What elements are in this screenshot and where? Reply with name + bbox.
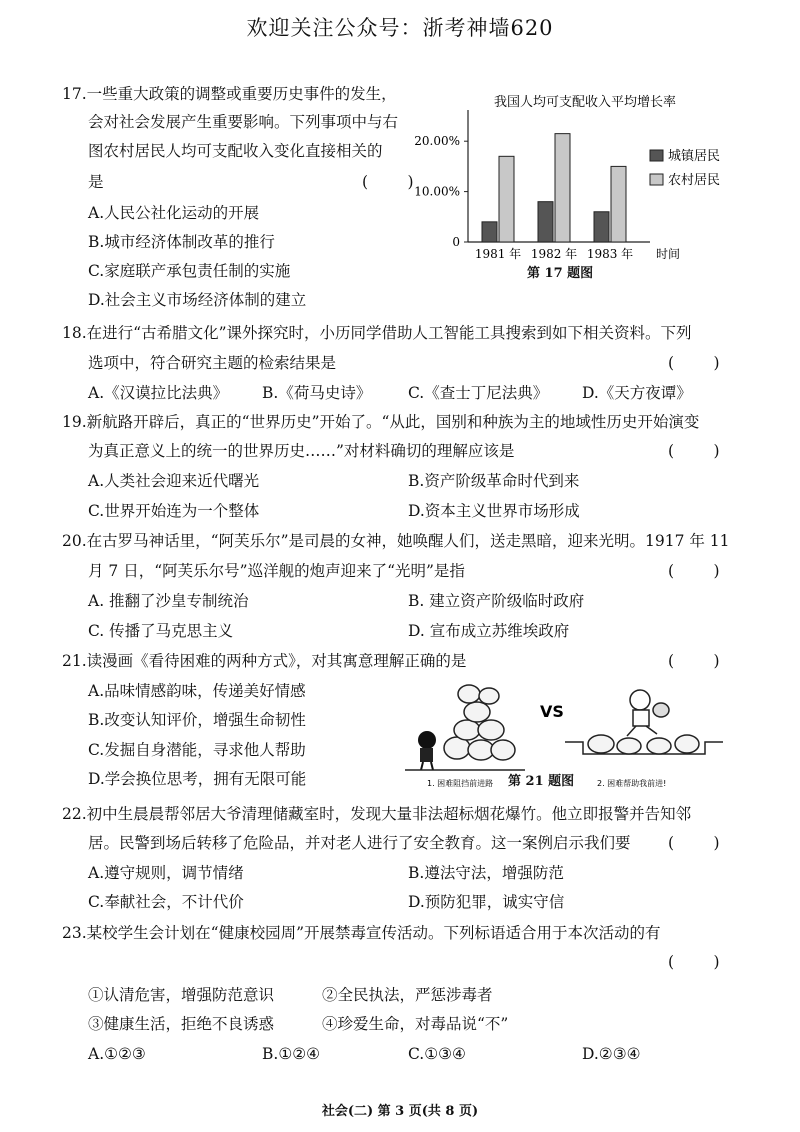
q17-chart	[410, 86, 740, 286]
q18-stem-line2: 选项中，符合研究主题的检索结果是	[88, 354, 337, 372]
q21-figure-caption: 第 21 题图	[508, 774, 575, 789]
q17-stem-line3: 图农村居民人均可支配收入变化直接相关的	[88, 142, 383, 160]
q21-option-d: D.学会换位思考，拥有无限可能	[88, 770, 307, 788]
chart-y-tick-label: 20.00%	[414, 134, 460, 149]
page-footer: 社会(二) 第 3 页(共 8 页)	[321, 1104, 479, 1119]
chart-bar	[538, 202, 553, 242]
chart-legend-swatch	[650, 150, 663, 161]
q22-stem-line1: 22.初中生晨晨帮邻居大爷清理储藏室时，发现大量非法超标烟花爆竹。他立即报警并告知邻	[62, 805, 692, 823]
q22-option-b: B.遵法守法，增强防范	[408, 864, 564, 882]
chart-y-tick-label: 10.00%	[414, 184, 460, 199]
chart-x-tick-label: 1983 年	[586, 247, 634, 261]
chart-bar	[482, 222, 497, 242]
q23-stem: 23.某校学生会计划在“健康校园周”开展禁毒宣传活动。下列标语适合用于本次活动的有	[62, 924, 661, 942]
q19-answer-paren: ( )	[668, 442, 720, 460]
q23-option-b: B.①②④	[262, 1045, 321, 1063]
rock-pile-illustration	[444, 685, 515, 760]
q20-option-b: B. 建立资产阶级临时政府	[408, 592, 585, 610]
q18-option-a: A.《汉谟拉比法典》	[88, 384, 229, 402]
q19-stem-line1: 19.新航路开辟后，真正的“世界历史”开始了。“从此，国别和种族为主的地域性历史开始演变	[62, 413, 700, 431]
chart-x-axis	[475, 246, 680, 261]
q18-option-c: C.《查士丁尼法典》	[408, 384, 549, 402]
chart-bar	[611, 166, 626, 242]
chart-bar	[555, 134, 570, 242]
q19-stem-line2: 为真正意义上的统一的世界历史……”对材料确切的理解应该是	[88, 442, 515, 460]
chart-legend-label: 城镇居民	[668, 149, 721, 164]
q17-option-b: B.城市经济体制改革的推行	[88, 233, 275, 251]
q20-stem-line1: 20.在古罗马神话里，“阿芙乐尔”是司晨的女神，她唤醒人们，送走黑暗，迎来光明。1917 年 11	[62, 532, 730, 550]
q23-answer-paren: ( )	[668, 953, 720, 971]
page-header: 欢迎关注公众号：浙考神墙620	[246, 16, 554, 40]
q17-stem-line2: 会对社会发展产生重要影响。下列事项中与右	[88, 113, 399, 131]
chart-legend	[650, 148, 720, 188]
income-growth-chart	[410, 86, 740, 286]
q18-stem-line1: 18.在进行“古希腊文化”课外探究时，小历同学借助人工智能工具搜索到如下相关资料。下列	[62, 324, 692, 342]
chart-bar	[594, 212, 609, 242]
cartoon-panel1-label: 1. 困难阻挡前进路	[427, 779, 494, 788]
q17-option-c: C.家庭联产承包责任制的实施	[88, 262, 291, 280]
q22-answer-paren: ( )	[668, 834, 720, 852]
q23-option-d: D.②③④	[582, 1045, 641, 1063]
q18-option-b: B.《荷马史诗》	[262, 384, 372, 402]
chart-y-tick-label: 0	[452, 235, 460, 249]
q19-option-b: B.资产阶级革命时代到来	[408, 472, 580, 490]
q23-item-3: ③健康生活，拒绝不良诱惑	[88, 1015, 275, 1033]
q21-option-b: B.改变认知评价，增强生命韧性	[88, 711, 306, 729]
q19-option-d: D.资本主义世界市场形成	[408, 502, 580, 520]
q18-option-d: D.《天方夜谭》	[582, 384, 692, 402]
vs-label: VS	[540, 702, 564, 721]
chart-legend-label: 农村居民	[668, 173, 721, 188]
chart-x-tick-label: 1981 年	[474, 247, 522, 261]
q22-option-d: D.预防犯罪，诚实守信	[408, 893, 565, 911]
q23-item-4: ④珍爱生命，对毒品说“不”	[322, 1015, 509, 1033]
q22-option-c: C.奉献社会，不计代价	[88, 893, 244, 911]
q17-figure-caption: 第 17 题图	[527, 266, 594, 281]
q23-option-c: C.①③④	[408, 1045, 466, 1063]
q20-option-a: A. 推翻了沙皇专制统治	[88, 592, 249, 610]
q22-option-a: A.遵守规则，调节情绪	[88, 864, 244, 882]
q23-item-2: ②全民执法，严惩涉毒者	[322, 986, 493, 1004]
q21-answer-paren: ( )	[668, 652, 720, 670]
chart-title: 我国人均可支配收入平均增长率	[493, 95, 677, 110]
q20-stem-line2: 月 7 日，“阿芙乐尔号”巡洋舰的炮声迎来了“光明”是指	[88, 562, 465, 580]
cartoon-panel2-label: 2. 困难帮助我前进!	[597, 779, 667, 788]
chart-legend-swatch	[650, 174, 663, 185]
q19-option-c: C.世界开始连为一个整体	[88, 502, 260, 520]
chart-x-tick-label: 1982 年	[530, 247, 578, 261]
q17-stem-line4: 是	[88, 173, 104, 191]
chart-x-axis-title: 时间	[655, 247, 681, 261]
q21-option-c: C.发掘自身潜能，寻求他人帮助	[88, 741, 306, 759]
q18-answer-paren: ( )	[668, 354, 720, 372]
q23-option-a: A.①②③	[88, 1045, 146, 1063]
stepping-stones-illustration	[588, 735, 699, 754]
q19-option-a: A.人类社会迎来近代曙光	[88, 472, 260, 490]
q21-option-a: A.品味情感韵味，传递美好情感	[88, 682, 306, 700]
q17-stem-line1: 17.一些重大政策的调整或重要历史事件的发生，	[62, 85, 397, 103]
chart-bars	[482, 134, 626, 242]
q17-option-d: D.社会主义市场经济体制的建立	[88, 291, 307, 309]
q20-answer-paren: ( )	[668, 562, 720, 580]
q17-answer-paren: ( )	[362, 173, 414, 191]
q20-option-c: C. 传播了马克思主义	[88, 622, 234, 640]
q21-stem: 21.读漫画《看待困难的两种方式》，对其寓意理解正确的是	[62, 652, 467, 670]
happy-character-icon	[627, 690, 669, 736]
q22-stem-line2: 居。民警到场后转移了危险品，并对老人进行了安全教育。这一案例启示我们要	[88, 834, 631, 852]
worried-character-icon	[418, 731, 436, 770]
q20-option-d: D. 宣布成立苏维埃政府	[408, 622, 570, 640]
chart-bar	[499, 156, 514, 242]
q23-item-1: ①认清危害，增强防范意识	[88, 986, 275, 1004]
q17-option-a: A.人民公社化运动的开展	[88, 204, 260, 222]
